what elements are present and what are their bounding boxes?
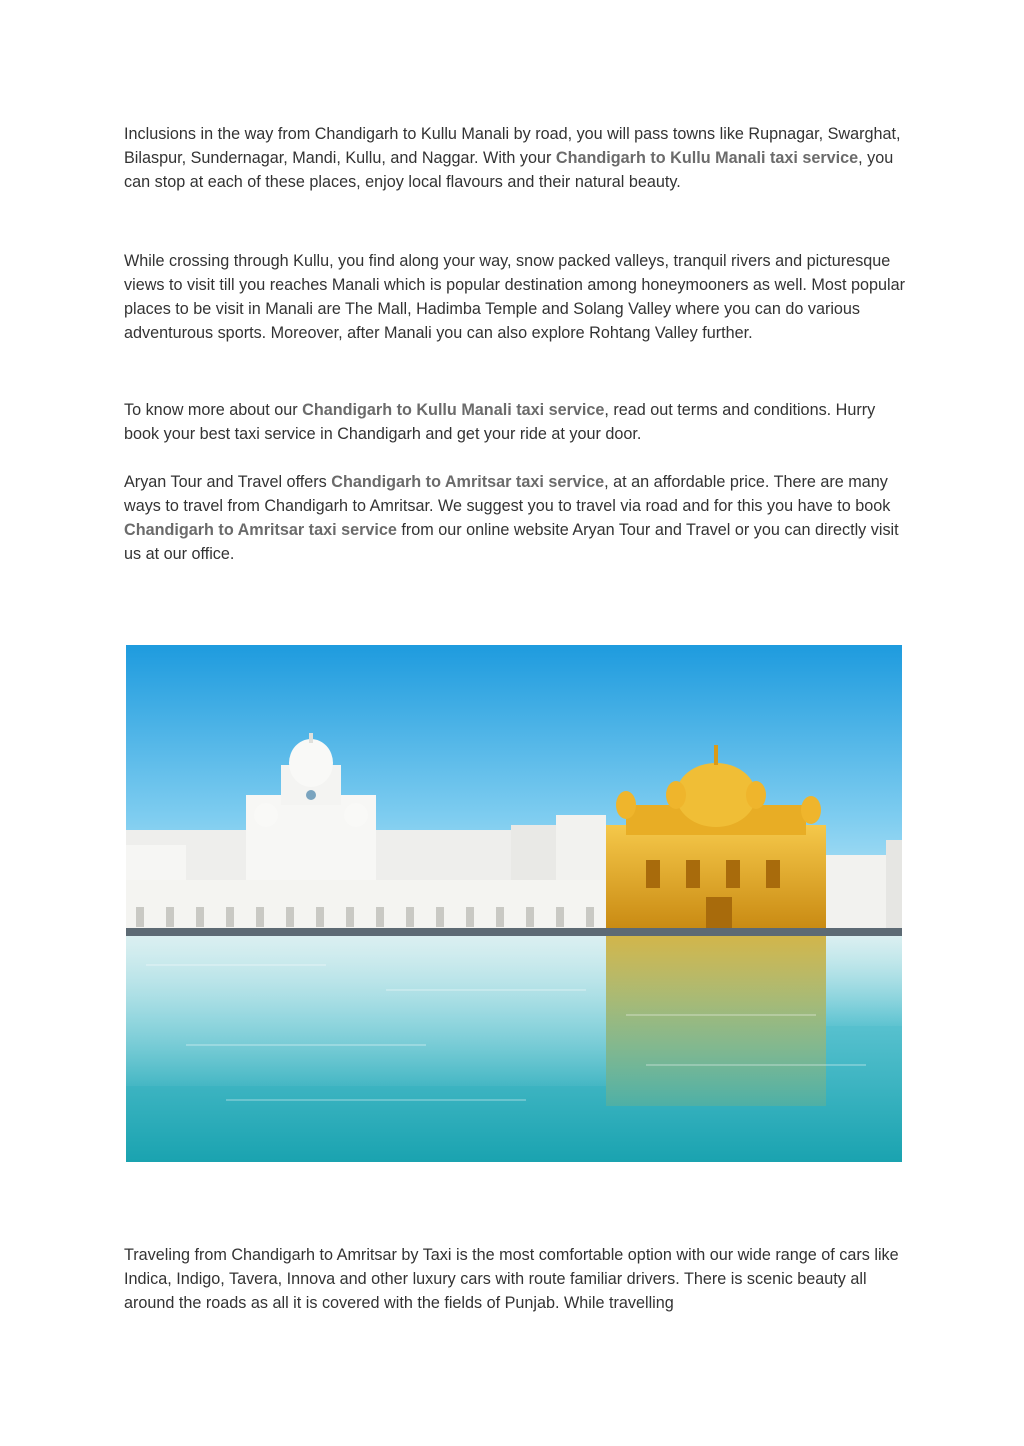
link-chandigarh-kullu-manali-taxi[interactable]: Chandigarh to Kullu Manali taxi service [302,401,605,419]
paragraph-text: Traveling from Chandigarh to Amritsar by Taxi is the most comfortable option with our wide range of cars like Indica, Indigo, Tavera, Innova and other luxury cars with route familiar drivers. There is scenic beauty all around the roads as all it is covered with the fields of Punjab. While travelling [124,1246,899,1312]
paragraph-amritsar-offer [124,470,910,566]
paragraph-text: , you can stop at each of these places, enjoy local flavours and their natural beauty. [124,149,894,191]
paragraph-amritsar-by-taxi [124,1243,910,1315]
link-chandigarh-amritsar-taxi[interactable]: Chandigarh to Amritsar taxi service [124,521,397,539]
golden-temple-photo [126,645,902,1162]
paragraph-text: from our online website Aryan Tour and Travel or you can directly visit us at our office. [124,521,899,563]
link-chandigarh-kullu-manali-taxi[interactable]: Chandigarh to Kullu Manali taxi service [555,149,859,167]
paragraph-text: , at an affordable price. There are many ways to travel from Chandigarh to Amritsar. We suggest you to travel via road and for this you have to book [124,473,891,515]
paragraph-text: While crossing through Kullu, you find along your way, snow packed valleys, tranquil rivers and picturesque views to visit till you reaches Manali which is popular destination among honeymooners as well. Most popular places to be visit in Manali are The Mall, Hadimba Temple and Solang Valley where you can do various adventurous sports. Moreover, after Manali you can also explore Rohtang Valley further. [124,252,905,342]
paragraph-text: To know more about our [124,401,303,419]
paragraph-kullu-attractions [124,249,910,345]
link-chandigarh-amritsar-taxi[interactable]: Chandigarh to Amritsar taxi service [331,473,605,491]
paragraph-text: , read out terms and conditions. Hurry book your best taxi service in Chandigarh and get your ride at your door. [124,401,876,443]
paragraph-know-more [124,398,910,446]
paragraph-text: Inclusions in the way from Chandigarh to Kullu Manali by road, you will pass towns like Rupnagar, Swarghat, Bilaspur, Sundernagar, Mandi, Kullu, and Naggar. With your [124,125,901,167]
paragraph-text: Aryan Tour and Travel offers [124,473,332,491]
paragraph-kullu-manali-route [124,122,910,194]
